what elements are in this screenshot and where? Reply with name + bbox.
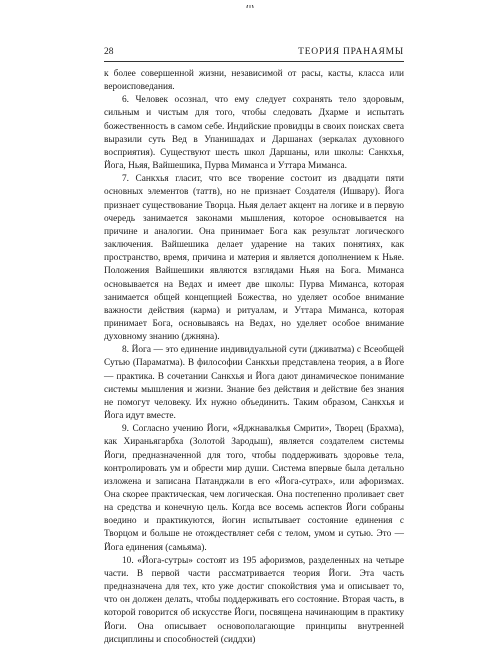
paragraph-10: 10. «Йога-сутры» состоят из 195 афоризмов, разделенных на четыре части. В первой части рассматривается теория Йоги. Эта часть предназначена для тех, кто уже достиг спокойствия ума и описывает то, что он должен делать, чтобы поддерживать его состояние. Вторая часть, в которой говорится об искусстве Йоги, посвящена начинающим в практику Йоги. Она описывает основополагающие принципы внутренней дисциплины и способностей (сиддхи): [104, 555, 404, 645]
body-text: [104, 68, 404, 647]
page-number: 28: [104, 47, 114, 57]
header-rule: [104, 61, 404, 62]
paragraph-9: 9. Согласно учению Йоги, «Яджнавалкья Смрити», Творец (Брахма), как Хираньягарбха (Золотой Зародыш), является создателем системы Йоги, предназначенной для того, чтобы поддерживать здоровье тела, контролировать ум и обрести мир души. Система впервые была детально изложена и записана Патанджали в его «Йога-сутрах», или афоризмах. Она скорее практическая, чем логическая. Она постепенно проливает свет на средства и конечную цель. Когда все восемь аспектов Йоги собраны воедино и практикуются, йогин испытывает состояние единения с Творцом и больше не отождествляет себя с телом, умом и сутью. Это — Йога единения (самьяма).: [104, 424, 404, 553]
decorative-ornament-icon: [244, 0, 256, 8]
running-header: [104, 47, 404, 61]
running-title: ТЕОРИЯ ПРАНАЯМЫ: [298, 47, 404, 57]
paragraph-6: 6. Человек осознал, что ему следует сохранять тело здоровым, сильным и чистым для того, чтобы следовать Дхарме и испытать божественность в самом себе. Индийские провидцы в своих поисках света выразили суть Вед в Упанишадах и Даршанах (зеркалах духовного восприятия). Существуют шесть школ Даршаны, или школы: Санкхья, Йога, Ньяя, Вайшешика, Пурва Миманса и Уттара Миманса.: [104, 95, 404, 172]
paragraph-8: 8. Йога — это единение индивидуальной сути (дживатма) с Всеобщей Сутью (Параматма). В философии Санкхьи представлена теория, а в Йоге — практика. В сочетании Санкхья и Йога дают динамическое понимание системы мышления и жизни. Знание без действия и действие без знания не помогут человеку. Их нужно объединить. Таким образом, Санкхья и Йога идут вместе.: [104, 345, 404, 422]
paragraph-continuation: к более совершенной жизни, независимой от расы, касты, класса или вероисповедания.: [104, 69, 404, 93]
paragraph-7: 7. Санкхья гласит, что все творение состоит из двадцати пяти основных элементов (таттв), но не признает Создателя (Ишвару). Йога признает существование Творца. Ньяя делает акцент на логике и в первую очередь занимается законами мышления, которое основывается на причине и аналогии. Она принимает Бога как результат логического заключения. Вайшешика делает ударение на таких понятиях, как пространство, время, причина и материя и является дополнением к Ньяе. Положения Вайшешики являются взглядами Ньяя на Бога. Миманса основывается на Ведах и имеет две школы: Пурва Миманса, которая занимается общей концепцией Божества, но уделяет особое внимание важности действия (карма) и ритуалам, и Уттара Миманса, которая принимает Бога, основываясь на Ведах, но уделяет особое внимание духовному знанию (джняна).: [104, 174, 404, 343]
